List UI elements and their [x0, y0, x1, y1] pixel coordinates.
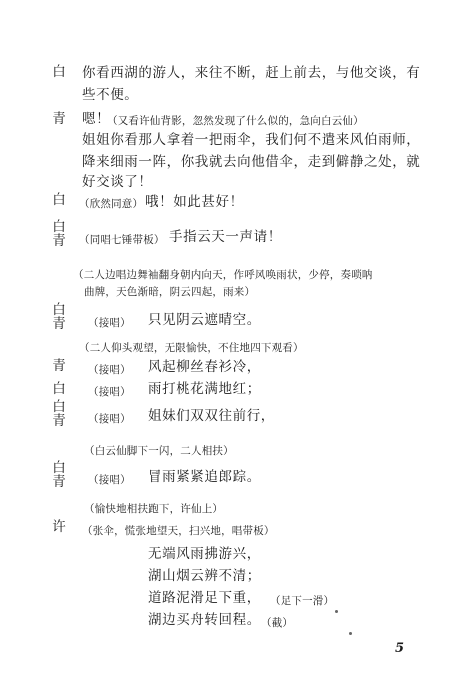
stage-direction: （接唱） — [88, 386, 131, 398]
role-bai: 白 — [52, 219, 66, 235]
stage-direction: （接唱） — [88, 474, 131, 486]
dialogue-line: 好交谈了！ — [82, 174, 153, 190]
role-bai: 白 — [52, 460, 66, 476]
role-bai: 白 — [52, 399, 66, 415]
stage-direction: （接唱） — [88, 364, 131, 376]
dialogue-line: 姐妹们双双往前行， — [148, 408, 275, 424]
role-bai-qing — [51, 461, 67, 489]
print-speck — [335, 610, 338, 613]
stage-direction: （二人边唱边舞袖翻身朝内向天，作呼风唤雨状，少停，奏唢呐 — [73, 269, 373, 281]
role-bai: 白 — [52, 302, 66, 318]
stage-direction: （接唱） — [88, 317, 131, 329]
role-xu: 许 — [52, 519, 66, 535]
stage-direction: （二人仰头观望，无限愉快，不住地四下观看） — [79, 342, 304, 354]
page-number: 5 — [394, 641, 404, 656]
stage-direction: 曲牌，天色渐暗，阴云四起，雨来） — [84, 286, 256, 298]
dialogue-line: 湖边买舟转回程。 — [148, 612, 261, 628]
dialogue-line: 冒雨紧紧追郎踪。 — [148, 469, 261, 485]
stage-direction: （同唱七锤带板） — [79, 234, 165, 246]
stage-direction: （又看许仙背影，忽然发现了什么似的，急向白云仙） — [107, 115, 364, 127]
dialogue-line: 只见阴云遮晴空。 — [148, 312, 261, 328]
stage-direction: （接唱） — [88, 413, 131, 425]
dialogue-line: 哦！如此甚好！ — [145, 194, 244, 210]
stage-direction: （张伞，慌张地望天，扫兴地，唱带板） — [82, 525, 275, 537]
dialogue-line: 嗯！ — [82, 111, 111, 127]
role-qing: 青 — [52, 474, 66, 490]
stage-direction: （白云仙脚下一闪，二人相扶） — [84, 445, 234, 457]
stage-direction: （足下一滑） — [270, 595, 335, 607]
dialogue-line: 你看西湖的游人，来往不断，赶上前去，与他交谈，有 — [82, 65, 421, 81]
dialogue-line: 道路泥滑足下重， — [148, 590, 261, 606]
dialogue-line: 雨打桃花满地红； — [148, 381, 261, 397]
stage-direction: （欣然同意） — [79, 198, 144, 210]
dialogue-line: 手指云天一声请！ — [169, 229, 282, 245]
role-bai: 白 — [52, 381, 66, 397]
role-qing: 青 — [52, 316, 66, 332]
print-speck — [349, 632, 352, 635]
role-bai: 白 — [52, 192, 66, 208]
dialogue-line: 降来细雨一阵，你我就去向他借伞，走到僻静之处，就 — [82, 154, 421, 170]
stage-direction: （愉快地相扶跑下，许仙上） — [84, 503, 224, 515]
role-bai-qing — [51, 303, 67, 331]
dialogue-line: 些不便。 — [82, 87, 139, 103]
role-bai-qing — [51, 220, 67, 248]
role-bai: 白 — [52, 64, 66, 80]
role-bai-qing — [51, 400, 67, 428]
role-qing: 青 — [52, 233, 66, 249]
role-qing: 青 — [52, 111, 66, 127]
role-qing: 青 — [52, 413, 66, 429]
dialogue-line: 湖山烟云辨不清； — [148, 568, 261, 584]
dialogue-line: 姐姐你看那人拿着一把雨伞，我们何不遣来风伯雨师， — [82, 132, 421, 148]
dialogue-line: 无端风雨拂游兴， — [148, 546, 261, 562]
stage-direction: （截） — [261, 617, 294, 629]
dialogue-line: 风起柳丝春衫冷， — [148, 359, 261, 375]
role-qing: 青 — [52, 358, 66, 374]
